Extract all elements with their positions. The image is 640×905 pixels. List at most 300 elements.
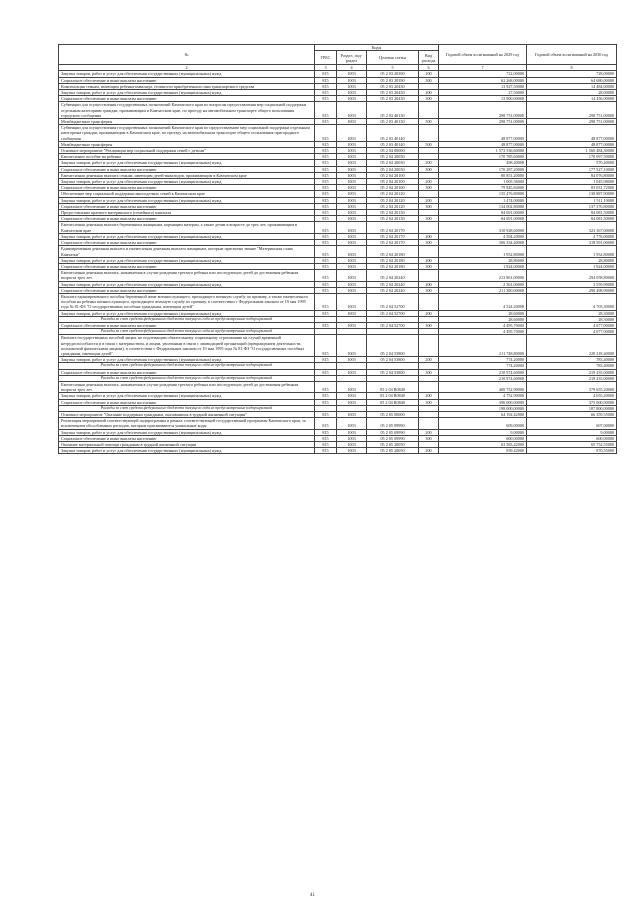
row-grbs: 815: [315, 240, 337, 246]
table-row: [59, 293, 617, 310]
row-razdel: 1003: [337, 246, 367, 257]
row-sum-2029: 310 928,60000: [439, 222, 527, 233]
row-name: Социальное обеспечение и иные выплаты населению: [59, 96, 315, 102]
row-sum-2030: 28,30000: [527, 316, 617, 322]
row-vr: 300: [419, 216, 439, 222]
row-grbs: 815: [315, 270, 337, 281]
row-vr: [419, 270, 439, 281]
row-vr: [419, 222, 439, 233]
row-sum-2030: 28,00000: [527, 90, 617, 96]
header-index-5: 5: [367, 65, 419, 71]
row-sum-2029: 298 751,00000: [439, 102, 527, 119]
row-vr: 300: [419, 263, 439, 269]
row-name: Компенсация семьям, имеющим ребенка-инвалида, стоимости приобретенного ими транспортного средства: [59, 83, 315, 89]
row-vr: 200: [419, 233, 439, 239]
row-sum-2030: 219 435,00000: [527, 369, 617, 375]
row-grbs: 815: [315, 448, 337, 454]
header-group-codes: Коды: [315, 45, 439, 51]
row-grbs: 815: [315, 399, 337, 405]
row-csr: 05 2 04 20180: [367, 263, 419, 269]
row-csr: 05 2 04 20240: [367, 270, 419, 281]
row-vr: 300: [419, 77, 439, 83]
row-sum-2029: 1 474,00000: [439, 197, 527, 203]
row-vr: 200: [419, 281, 439, 287]
row-csr: 05 2 04 20030: [367, 154, 419, 160]
row-grbs: 815: [315, 418, 337, 429]
row-grbs: 815: [315, 322, 337, 328]
row-grbs: 815: [315, 90, 337, 96]
row-vr: 200: [419, 257, 439, 263]
row-razdel: 1003: [337, 369, 367, 375]
row-sum-2030: 14 484,00000: [527, 83, 617, 89]
row-name: Ежемесячная денежная выплата, назначаемая в случае рождения третьего ребенка или последующих детей до достижения ребенком возраста трех лет: [59, 270, 315, 281]
row-sum-2030: 4 705,30000: [527, 293, 617, 310]
row-razdel: 1003: [337, 71, 367, 77]
row-sum-2030: 1 924,00000: [527, 263, 617, 269]
row-csr: 05 2 03 40140: [367, 141, 419, 147]
row-sum-2030: 607,00000: [527, 418, 617, 429]
row-sum-2030: 570,40000: [527, 160, 617, 166]
row-csr: 05 2 05 20050: [367, 448, 419, 454]
row-sum-2030: 4 655,20000: [527, 393, 617, 399]
row-sum-2029: 48 877,00000: [439, 125, 527, 142]
row-sum-2029: 4 495,70000: [439, 322, 527, 328]
row-sum-2029: 722,00000: [439, 71, 527, 77]
row-grbs: 815: [315, 393, 337, 399]
row-name: Закупка товаров, работ и услуг для обеспечения государственных (муниципальных) нужд: [59, 71, 315, 77]
row-grbs: 815: [315, 257, 337, 263]
row-vr: [419, 335, 439, 357]
row-sum-2030: 28,80000: [527, 257, 617, 263]
row-razdel: 1003: [337, 197, 367, 203]
row-sum-2029: 774,20000: [439, 357, 527, 363]
row-sum-2030: 294 058,80000: [527, 270, 617, 281]
row-sum-2029: 28,60000: [439, 310, 527, 316]
row-vr: 200: [419, 357, 439, 363]
row-sum-2029: 4 495,70000: [439, 329, 527, 335]
row-name: Ежемесячная денежная выплата семьям, имеющим детей-инвалидов, проживающим в Камчатском крае: [59, 172, 315, 178]
row-name: Субвенции для осуществления государственных полномочий Камчатского края по вопросам предоставления мер социальной поддержки отдельным категориям граждан, проживающим в Камчатском крае, по проезду на автомобильном транспорте общего пользования городского сообщения: [59, 102, 315, 119]
row-grbs: 815: [315, 96, 337, 102]
row-csr: 05 2 04 20170: [367, 233, 419, 239]
row-name: Социальное обеспечение и иные выплаты населению: [59, 399, 315, 405]
row-sum-2030: 970,55000: [527, 448, 617, 454]
row-razdel: 1003: [337, 191, 367, 197]
row-csr: 05 2 04 52700: [367, 310, 419, 316]
row-name: Единовременная денежная выплата и ежемесячная денежная выплата женщинам, которым присвоено звание "Материнская слава Камчатки": [59, 246, 315, 257]
row-grbs: 815: [315, 281, 337, 287]
row-vr: 300: [419, 287, 439, 293]
row-sum-2030: 375 000,00000: [527, 399, 617, 405]
row-name: Основное мероприятие "Реализация мер социальной поддержки семей с детьми": [59, 148, 315, 154]
row-sum-2029: 2 561,00000: [439, 281, 527, 287]
row-sum-2029: 210 974,60000: [439, 375, 527, 381]
row-razdel: 1003: [337, 102, 367, 119]
row-sum-2029: 211 748,80000: [439, 335, 527, 357]
row-razdel: 1003: [337, 90, 367, 96]
row-grbs: 815: [315, 335, 337, 357]
row-csr: 05 2 04 20120: [367, 203, 419, 209]
row-csr: 05 2 04 20240: [367, 281, 419, 287]
row-sum-2030: 177 527,10000: [527, 166, 617, 172]
table-row: [59, 381, 617, 392]
row-sum-2030: 600,00000: [527, 435, 617, 441]
row-name: Предоставление краевого материнского (семейного) капитала: [59, 210, 315, 216]
row-grbs: 815: [315, 435, 337, 441]
row-sum-2029: 400 752,90000: [439, 381, 527, 392]
row-sum-2029: 774,20000: [439, 363, 527, 369]
row-sum-2029: 4 752,90000: [439, 393, 527, 399]
row-sum-2029: 1 924,00000: [439, 263, 527, 269]
table-row: [59, 418, 617, 429]
row-sum-2029: 306 334,40000: [439, 240, 527, 246]
header-csr: Целевая статья: [367, 51, 419, 65]
row-csr: 05 2 04 20130: [367, 216, 419, 222]
table-row: [59, 335, 617, 357]
row-razdel: 1003: [337, 166, 367, 172]
row-razdel: 1003: [337, 310, 367, 316]
row-csr: 05 2 03 20430: [367, 83, 419, 89]
row-razdel: 1003: [337, 148, 367, 154]
row-razdel: 1003: [337, 222, 367, 233]
row-sum-2029: 170 785,60000: [439, 154, 527, 160]
row-razdel: 1003: [337, 281, 367, 287]
row-sum-2030: 138 887,90000: [527, 191, 617, 197]
row-csr: 05 2 03 20390: [367, 71, 419, 77]
row-name: Социальное обеспечение и иные выплаты населению: [59, 77, 315, 83]
row-sum-2030: 48 877,00000: [527, 125, 617, 142]
row-csr: 05 2 04 00000: [367, 148, 419, 154]
header-index-2: 2: [59, 65, 315, 71]
row-razdel: 1003: [337, 154, 367, 160]
row-grbs: 815: [315, 102, 337, 119]
row-sum-2029: 609,00000: [439, 418, 527, 429]
row-sum-2030: 379 655,20000: [527, 381, 617, 392]
row-csr: 05 2 03 40140: [367, 125, 419, 142]
row-razdel: 1003: [337, 179, 367, 185]
row-grbs: 815: [315, 160, 337, 166]
row-sum-2029: 28,80000: [439, 257, 527, 263]
row-csr: 05 2 05 20050: [367, 442, 419, 448]
row-razdel: 1003: [337, 185, 367, 191]
row-csr: 05 2 04 R0840: [367, 393, 419, 399]
row-csr: 05 2 03 40130: [367, 102, 419, 119]
row-name: Закупка товаров, работ и услуг для обеспечения государственных (муниципальных) нужд: [59, 393, 315, 399]
row-name: Оказание материальной помощи гражданам в трудной жизненной ситуации: [59, 442, 315, 448]
row-name: Социальное обеспечение и иные выплаты населению: [59, 216, 315, 222]
row-csr: 05 2 04 20100: [367, 185, 419, 191]
row-sum-2029: 198 000,00000: [439, 405, 527, 411]
row-grbs: 815: [315, 148, 337, 154]
row-grbs: 815: [315, 210, 337, 216]
row-csr: 05 2 04 20100: [367, 179, 419, 185]
row-razdel: 1003: [337, 287, 367, 293]
row-sum-2030: 1 560 484,30000: [527, 148, 617, 154]
row-sum-2030: 783,40000: [527, 363, 617, 369]
row-csr: 05 2 04 53800: [367, 357, 419, 363]
header-grbs: ГРБС: [315, 51, 337, 65]
row-name: Социальное обеспечение и иные выплаты населению: [59, 369, 315, 375]
row-sum-2029: 211 300,00000: [439, 287, 527, 293]
row-razdel: 1003: [337, 119, 367, 125]
row-razdel: 1003: [337, 411, 367, 417]
row-grbs: 815: [315, 119, 337, 125]
header-index-6: 6: [419, 65, 439, 71]
row-sum-2029: 48 877,00000: [439, 141, 527, 147]
row-vr: [419, 293, 439, 310]
row-sum-2029: 1 573 536,60000: [439, 148, 527, 154]
row-name: Закупка товаров, работ и услуг для обеспечения государственных (муниципальных) нужд: [59, 429, 315, 435]
row-name: Социальное обеспечение и иные выплаты населению: [59, 287, 315, 293]
header-index-8: 8: [527, 65, 617, 71]
row-sum-2029: 84 691,00000: [439, 210, 527, 216]
row-csr: 05 2 04 20100: [367, 172, 419, 178]
row-sum-2030: 66 359,55000: [527, 411, 617, 417]
row-sum-2029: 210 974,60000: [439, 369, 527, 375]
row-name: Ежемесячная денежная выплата, назначаемая в случае рождения третьего ребенка или последующих детей до достижения ребенком возраста трех лет: [59, 381, 315, 392]
row-name: Межбюджетные трансферты: [59, 119, 315, 125]
row-sum-2030: 290 498,90000: [527, 287, 617, 293]
row-sum-2030: 783,40000: [527, 357, 617, 363]
row-grbs: 815: [315, 246, 337, 257]
row-sum-2030: 14 456,00000: [527, 96, 617, 102]
row-csr: 05 2 04 20030: [367, 166, 419, 172]
row-razdel: 1003: [337, 160, 367, 166]
row-vr: 500: [419, 141, 439, 147]
row-name: Расходы за счет средств федерального бюджета текущего года не предусмотренные подпрограммой: [59, 316, 315, 322]
row-vr: 300: [419, 185, 439, 191]
row-csr: 05 2 04 20120: [367, 197, 419, 203]
row-grbs: 815: [315, 429, 337, 435]
row-name: Закупка товаров, работ и услуг для обеспечения государственных (муниципальных) нужд: [59, 357, 315, 363]
row-grbs: 815: [315, 179, 337, 185]
row-csr: 05 2 04 20170: [367, 240, 419, 246]
row-name: Закупка товаров, работ и услуг для обеспечения государственных (муниципальных) нужд: [59, 160, 315, 166]
row-sum-2029: 1 952,80000: [439, 246, 527, 257]
row-csr: 05 2 03 20430: [367, 96, 419, 102]
row-csr: 05 2 04 20170: [367, 222, 419, 233]
row-grbs: 815: [315, 310, 337, 316]
row-grbs: 815: [315, 216, 337, 222]
row-razdel: 1003: [337, 442, 367, 448]
row-sum-2030: 178 097,50000: [527, 154, 617, 160]
row-csr: 05 2 03 20390: [367, 77, 419, 83]
header-index-4: 4: [337, 65, 367, 71]
row-name: Закупка товаров, работ и услуг для обеспечения государственных (муниципальных) нужд: [59, 233, 315, 239]
row-sum-2030: 28,30000: [527, 310, 617, 316]
row-grbs: 815: [315, 141, 337, 147]
row-vr: [419, 381, 439, 392]
row-sum-2029: 63 583,42000: [439, 442, 527, 448]
row-razdel: 1003: [337, 293, 367, 310]
row-csr: 05 2 04 20130: [367, 210, 419, 216]
page-number: 41: [310, 893, 315, 898]
row-grbs: 815: [315, 222, 337, 233]
row-razdel: 1003: [337, 381, 367, 392]
row-sum-2030: 220 218,40000: [527, 335, 617, 357]
row-csr: 05 2 05 09990: [367, 418, 419, 429]
row-name: Закупка товаров, работ и услуг для обеспечения государственных (муниципальных) нужд: [59, 310, 315, 316]
row-vr: 200: [419, 310, 439, 316]
row-sum-2029: 170 287,20000: [439, 166, 527, 172]
row-grbs: 815: [315, 125, 337, 142]
row-csr: 05 2 04 20120: [367, 191, 419, 197]
row-razdel: 1003: [337, 263, 367, 269]
row-grbs: 815: [315, 77, 337, 83]
row-csr: 05 2 04 53800: [367, 369, 419, 375]
row-sum-2030: 4 677,00000: [527, 329, 617, 335]
row-csr: 05 2 05 09990: [367, 429, 419, 435]
row-sum-2030: 298 751,00000: [527, 119, 617, 125]
row-vr: 200: [419, 160, 439, 166]
header-sum-2029: Годовой объем ассигнований на 2029 год: [439, 45, 527, 65]
row-name: Межбюджетные трансферты: [59, 141, 315, 147]
row-name: Закупка товаров, работ и услуг для обеспечения государственных (муниципальных) нужд: [59, 448, 315, 454]
row-sum-2030: 84 081,50000: [527, 210, 617, 216]
row-vr: 300: [419, 240, 439, 246]
row-vr: [419, 102, 439, 119]
row-vr: 300: [419, 369, 439, 375]
row-grbs: 815: [315, 71, 337, 77]
row-name: Субвенции для осуществления государственных полномочий Камчатского края по предоставлению мер социальной поддержки отдельным категориям граждан, проживающим в Камчатском крае, по проезду на автомобильном транспорте общего пользования пригородного сообщения: [59, 125, 315, 142]
row-vr: 200: [419, 197, 439, 203]
row-name: Закупка товаров, работ и услуг для обеспечения государственных (муниципальных) нужд: [59, 257, 315, 263]
row-vr: 300: [419, 166, 439, 172]
budget-rows: [59, 71, 617, 454]
row-razdel: 1003: [337, 125, 367, 142]
row-sum-2030: 83 031,72000: [527, 185, 617, 191]
row-name: Социальное обеспечение и иные выплаты населению: [59, 185, 315, 191]
row-grbs: 815: [315, 191, 337, 197]
row-sum-2029: 4 594,20000: [439, 233, 527, 239]
row-razdel: 1003: [337, 393, 367, 399]
row-sum-2029: 939,42000: [439, 448, 527, 454]
row-name: Социальное обеспечение и иные выплаты населению: [59, 322, 315, 328]
row-sum-2029: 13 900,00000: [439, 96, 527, 102]
row-sum-2029: 298 751,00000: [439, 119, 527, 125]
row-sum-2030: 65 752,55000: [527, 442, 617, 448]
row-razdel: 1003: [337, 418, 367, 429]
row-name: Расходы за счет средств федерального бюджета текущего года не предусмотренные подпрограммой: [59, 405, 315, 411]
row-sum-2029: 79 845,84000: [439, 185, 527, 191]
row-vr: [419, 246, 439, 257]
row-razdel: 1003: [337, 448, 367, 454]
row-sum-2029: 80 851,20000: [439, 172, 527, 178]
row-name: Ежемесячное пособие на ребенка: [59, 154, 315, 160]
row-sum-2030: 1 511,10000: [527, 197, 617, 203]
row-razdel: 1003: [337, 233, 367, 239]
row-sum-2029: 64 192,42000: [439, 411, 527, 417]
row-razdel: 1003: [337, 210, 367, 216]
table-row: [59, 270, 617, 281]
row-sum-2030: 219 435,00000: [527, 375, 617, 381]
row-grbs: 815: [315, 185, 337, 191]
row-name: Выплата государственных пособий лицам, не подлежащим обязательному социальному страхованию на случай временной нетрудоспособности и в связи с материнством, и лицам, уволенным в связи с ликвидацией организаций (прекращением деятельности, полномочий физическими лицами), в соответствии с Федеральным законом от 19 мая 1995 года № 81-ФЗ "О государственных пособиях гражданам, имеющим детей": [59, 335, 315, 357]
table-row: [59, 448, 617, 454]
row-grbs: 815: [315, 287, 337, 293]
row-name: Расходы за счет средств федерального бюджета текущего года не предусмотренные подпрограммой: [59, 329, 315, 335]
row-vr: 200: [419, 393, 439, 399]
row-csr: 05 2 04 52700: [367, 322, 419, 328]
row-grbs: 815: [315, 293, 337, 310]
row-name: Социальное обеспечение и иные выплаты населению: [59, 263, 315, 269]
row-name: Закупка товаров, работ и услуг для обеспечения государственных (муниципальных) нужд: [59, 90, 315, 96]
row-sum-2029: 62 268,00000: [439, 77, 527, 83]
row-sum-2029: 135 476,80000: [439, 191, 527, 197]
row-razdel: 1003: [337, 83, 367, 89]
header-col-num: №: [59, 45, 315, 65]
row-name: Социальное обеспечение и иные выплаты населению: [59, 166, 315, 172]
row-name: Закупка товаров, работ и услуг для обеспечения государственных (муниципальных) нужд: [59, 197, 315, 203]
row-razdel: 1003: [337, 172, 367, 178]
row-vr: 300: [419, 96, 439, 102]
header-sum-2030: Годовой объем ассигнований на 2030 год: [527, 45, 617, 65]
row-name: Закупка товаров, работ и услуг для обеспечения государственных (муниципальных) нужд: [59, 281, 315, 287]
row-grbs: 815: [315, 83, 337, 89]
header-razdel: Раздел, под-раздел: [337, 51, 367, 65]
row-sum-2030: 728,00000: [527, 71, 617, 77]
row-razdel: 1003: [337, 357, 367, 363]
row-sum-2029: 4 524,20000: [439, 293, 527, 310]
row-grbs: 815: [315, 263, 337, 269]
row-razdel: 1003: [337, 96, 367, 102]
row-sum-2030: 4 677,00000: [527, 322, 617, 328]
row-grbs: 815: [315, 357, 337, 363]
row-razdel: 1003: [337, 270, 367, 281]
row-sum-2029: 1 005,36000: [439, 179, 527, 185]
row-name: Расходы за счет средств федерального бюджета текущего года не предусмотренные подпрограммой: [59, 375, 315, 381]
row-name: Обеспечение мер социальной поддержки многодетных семей в Камчатском крае: [59, 191, 315, 197]
row-csr: 05 2 04 20180: [367, 257, 419, 263]
row-razdel: 1003: [337, 141, 367, 147]
row-sum-2030: 48 877,00000: [527, 141, 617, 147]
budget-table: [58, 44, 617, 454]
row-sum-2030: 137 376,80000: [527, 203, 617, 209]
row-sum-2029: 498,40000: [439, 160, 527, 166]
row-sum-2029: 600,00000: [439, 435, 527, 441]
row-razdel: 1003: [337, 257, 367, 263]
row-sum-2030: 298 751,00000: [527, 102, 617, 119]
row-sum-2029: 28,60000: [439, 316, 527, 322]
row-csr: 05 2 04 20240: [367, 287, 419, 293]
row-sum-2029: 13 927,50000: [439, 83, 527, 89]
row-grbs: 815: [315, 233, 337, 239]
row-vr: 200: [419, 429, 439, 435]
row-sum-2029: 84 691,00000: [439, 216, 527, 222]
row-sum-2030: 4 776,00000: [527, 233, 617, 239]
table-row: [59, 102, 617, 119]
row-grbs: 815: [315, 203, 337, 209]
row-csr: 05 2 05 09990: [367, 435, 419, 441]
row-sum-2030: 84 076,80000: [527, 172, 617, 178]
row-csr: 05 2 04 52700: [367, 293, 419, 310]
row-grbs: 815: [315, 369, 337, 375]
row-grbs: 815: [315, 442, 337, 448]
row-razdel: 1003: [337, 322, 367, 328]
table-row: [59, 246, 617, 257]
row-csr: 05 2 04 R0840: [367, 381, 419, 392]
row-csr: 05 2 04 R0840: [367, 399, 419, 405]
row-grbs: 815: [315, 381, 337, 392]
row-sum-2030: 3 559,90000: [527, 281, 617, 287]
row-grbs: 815: [315, 154, 337, 160]
row-sum-2030: 1 045,08000: [527, 179, 617, 185]
row-grbs: 815: [315, 166, 337, 172]
row-csr: 05 2 04 20180: [367, 246, 419, 257]
row-razdel: 1003: [337, 435, 367, 441]
row-csr: 05 2 03 20430: [367, 90, 419, 96]
row-csr: 05 2 03 40130: [367, 119, 419, 125]
